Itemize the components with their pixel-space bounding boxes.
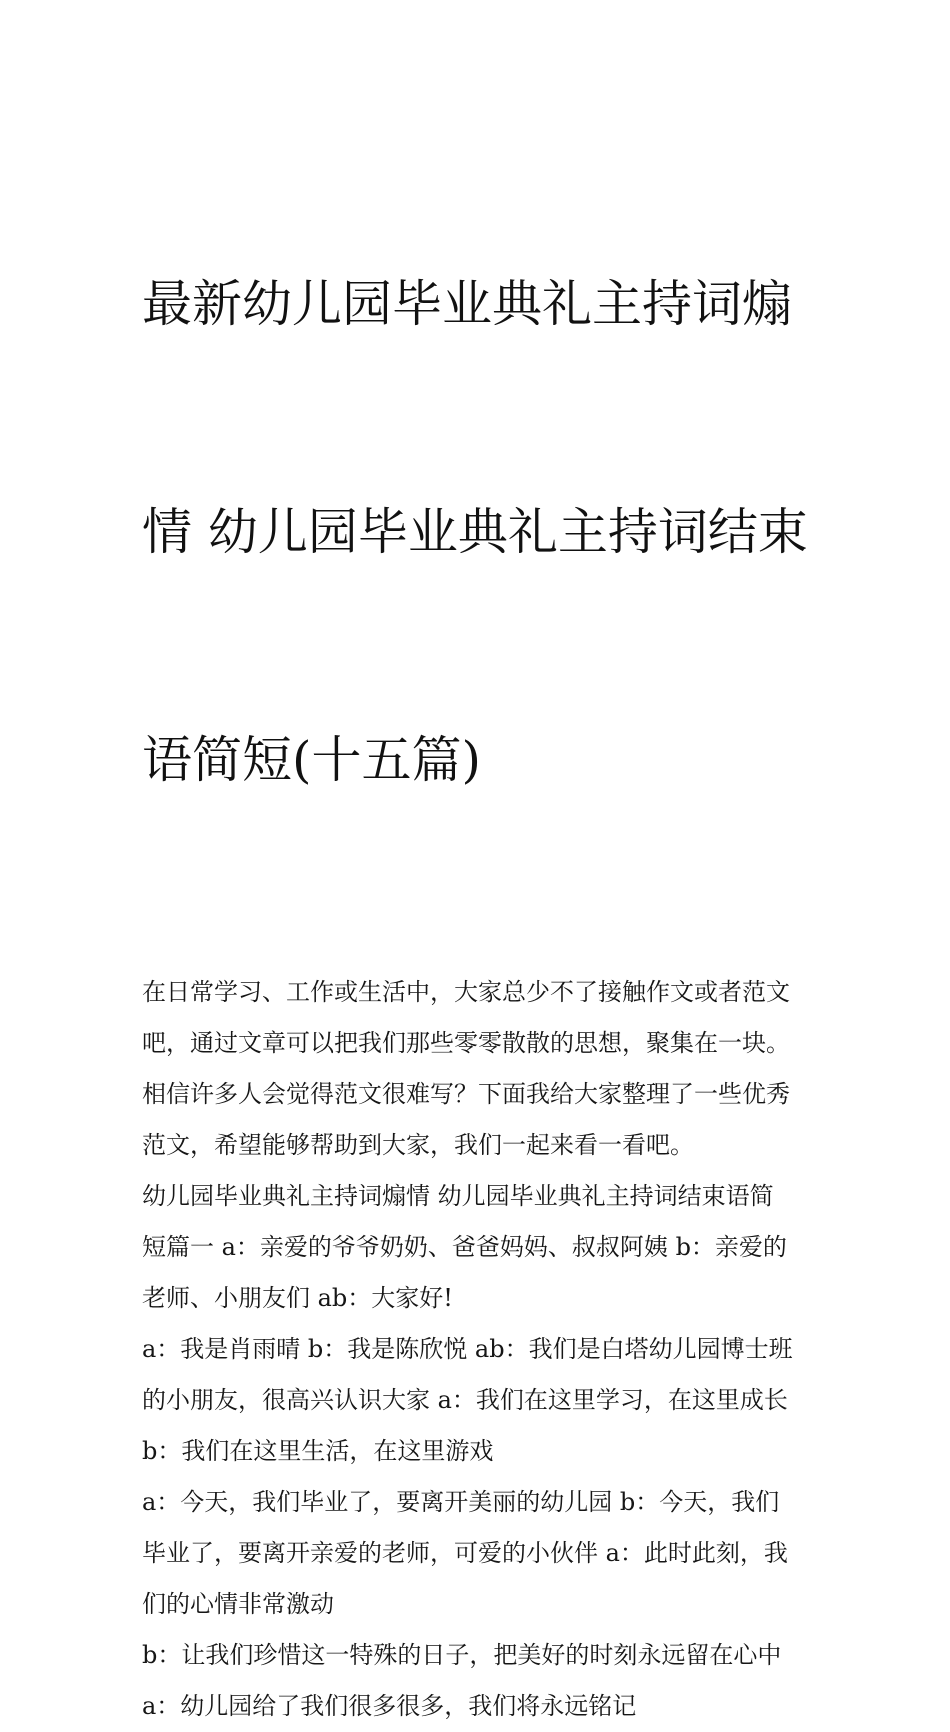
title-line: 最新幼儿园毕业典礼主持词煽 [142,275,792,333]
text-line: b：让我们珍惜这一特殊的日子，把美好的时刻永远留在心中 [142,1641,782,1669]
text-line: 们的心情非常激动 [142,1590,334,1618]
text-line: 相信许多人会觉得范文很难写？下面我给大家整理了一些优秀 [142,1080,790,1108]
intro-paragraph [142,967,822,1171]
text-line: 毕业了，要离开亲爱的老师，可爱的小伙伴 a：此时此刻，我 [142,1539,788,1567]
text-line: a：幼儿园给了我们很多很多，我们将永远铭记 [142,1692,637,1720]
text-line: 老师、小朋友们 ab：大家好! [142,1284,453,1312]
text-line: b：我们在这里生活，在这里游戏 [142,1437,494,1465]
document-content [142,114,822,1732]
text-line: 在日常学习、工作或生活中，大家总少不了接触作文或者范文 [142,978,790,1006]
text-line: 幼儿园毕业典礼主持词煽情 幼儿园毕业典礼主持词结束语简 [142,1182,774,1210]
text-line: 范文，希望能够帮助到大家，我们一起来看一看吧。 [142,1131,694,1159]
text-line: a：我是肖雨晴 b：我是陈欣悦 ab：我们是白塔幼儿园博士班 [142,1335,793,1363]
title-line: 语简短(十五篇) [142,731,482,789]
text-line: 短篇一 a：亲爱的爷爷奶奶、爸爸妈妈、叔叔阿姨 b：亲爱的 [142,1233,787,1261]
text-line: 的小朋友，很高兴认识大家 a：我们在这里学习，在这里成长 [142,1386,788,1414]
body-paragraphs [142,1171,822,1732]
title-line: 情 幼儿园毕业典礼主持词结束 [142,503,808,561]
document-title [142,114,822,950]
text-line: 吧，通过文章可以把我们那些零零散散的思想，聚集在一块。 [142,1029,790,1057]
text-line: a：今天，我们毕业了，要离开美丽的幼儿园 b：今天，我们 [142,1488,780,1516]
